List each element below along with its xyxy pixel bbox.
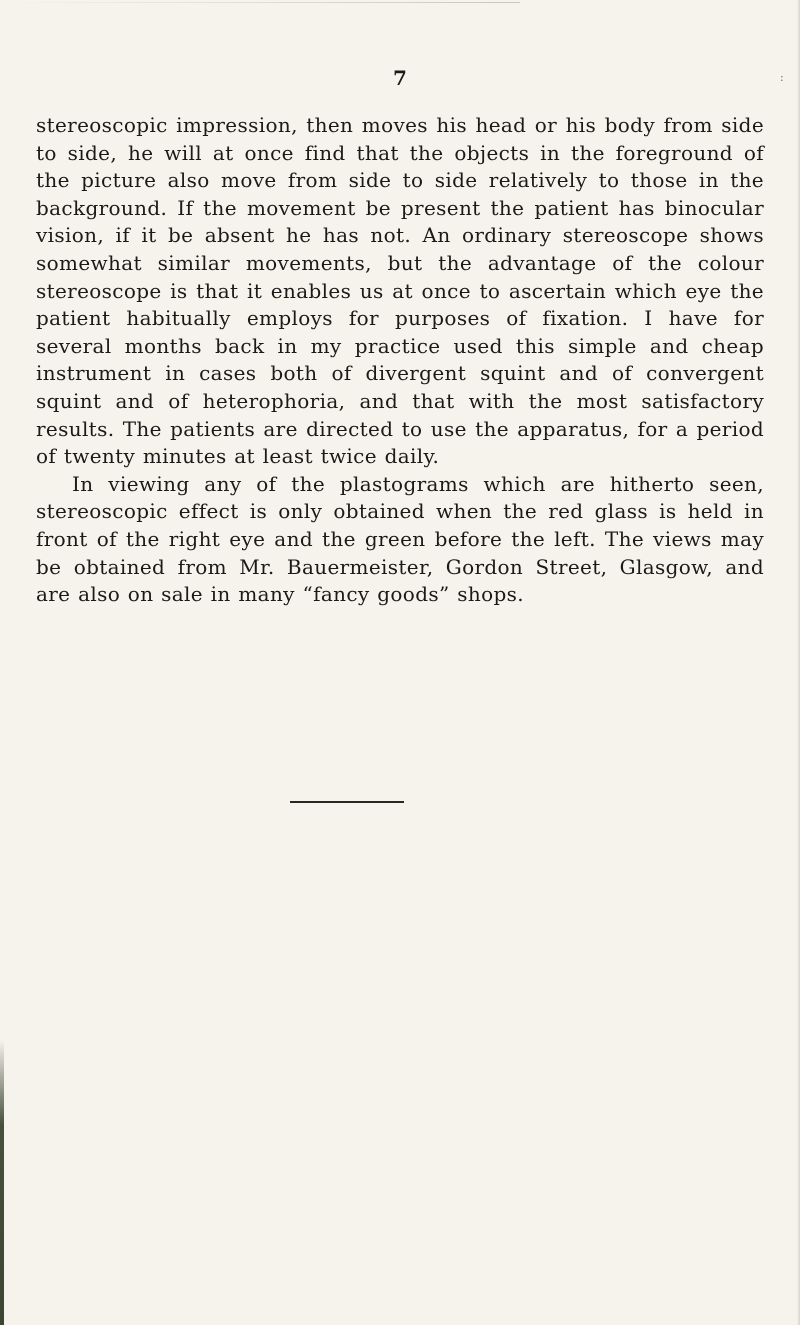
left-edge-binding <box>0 1040 4 1325</box>
paragraph-1: stereoscopic impression, then moves his head or his body from side to side, he will at once find that the objects in the foreground of the picture also move from side to side relatively to those in the background. If the movement be present the patient has binocular vision, if it be absent he has not. An ordinary stereoscope shows somewhat similar movements, but the advantage of the colour stereoscope is that it enables us at once to ascertain which eye the patient habitually employs for purposes of fixation. I have for several months back in my practice used this simple and cheap instrument in cases both of divergent squint and of convergent squint and of heterophoria, and that with the most satisfactory results. The patients are directed to use the apparatus, for a period of twenty minutes at least twice daily. <box>36 113 764 469</box>
body-text <box>36 112 764 609</box>
margin-mark: : <box>780 71 784 84</box>
paragraph-2: In viewing any of the plastograms which are hitherto seen, stereoscopic effect is only obtained when the red glass is held in front of the right eye and the green before the left. The views may be obtained from Mr. Bauermeister, Gordon Street, Glasgow, and are also on sale in many “fancy goods” shops. <box>36 471 764 607</box>
section-end-rule <box>290 801 404 803</box>
page-number: 7 <box>393 66 407 90</box>
top-edge-shadow <box>0 2 520 3</box>
